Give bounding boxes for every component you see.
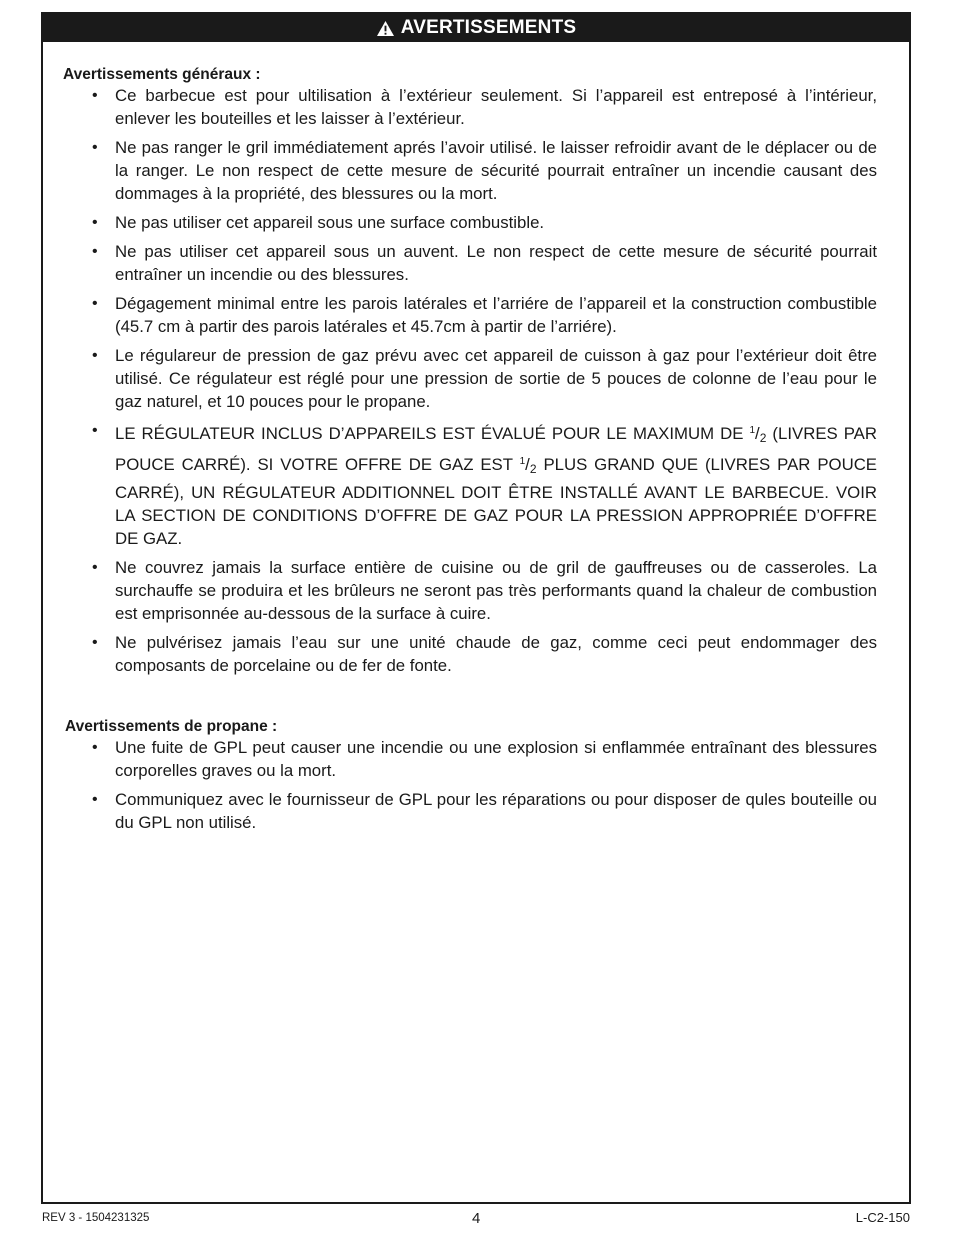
warnings-frame (41, 12, 911, 1204)
document-code: L-C2-150 (855, 1210, 910, 1225)
list-item: • Communiquez avec le fournisseur de GPL pour les réparations ou pour disposer de qules bouteille ou du GPL non utilisé. (92, 790, 877, 832)
list-item: • Ne pas utiliser cet appareil sous un auvent. Le non respect de cette mesure de sécurité pourrait entraîner un incendie ou des blessures. (92, 242, 877, 284)
propane-warnings-list (63, 736, 877, 834)
bullet-icon: • (92, 243, 98, 260)
warnings-banner (43, 14, 909, 42)
list-item: • Une fuite de GPL peut causer une incendie ou une explosion si enflammée entraînant des blessures corporelles graves ou la mort. (92, 738, 877, 780)
list-item: • Ne pulvérisez jamais l’eau sur une unité chaude de gaz, comme ceci peut endommager des composants de porcelaine ou de fer de fonte. (92, 633, 877, 675)
list-item: • Ce barbecue est pour ultilisation à l’extérieur seulement. Si l’appareil est entreposé à l’intérieur, enlever les bouteilles et les laisser à l’extérieur. (92, 86, 877, 128)
list-item: • Ne couvrez jamais la surface entière de cuisine ou de gril de gauffreuses ou de casseroles. La surchauffe se produira et les brûleurs ne seront pas très performants quand la chaleur de combustion est emprisonnée au-dessous de la surface à cuire. (92, 558, 877, 623)
bullet-icon: • (92, 559, 98, 576)
bullet-icon: • (92, 791, 98, 808)
bullet-icon: • (92, 422, 98, 439)
revision-label: REV 3 - 1504231325 (42, 1212, 150, 1224)
bullet-icon: • (92, 87, 98, 104)
fraction-one-half: $^1/_2$ (519, 455, 537, 476)
bullet-icon: • (92, 139, 98, 156)
bullet-icon: • (92, 634, 98, 651)
page-number: 4 (472, 1210, 481, 1227)
bullet-icon: • (92, 739, 98, 756)
list-item: • Ne pas ranger le gril immédiatement aprés l’avoir utilisé. le laisser refroidir avant de le déplacer ou de la ranger. Le non respect de cette mesure de sécurité pourrait entraîner un incendie causant des dommages à la propriété, des blessures ou la mort. (92, 138, 877, 203)
list-item: • Dégagement minimal entre les parois latérales et l’arriére de l’appareil et la construction combustible (45.7 cm à partir des parois latérales et 45.7cm à partir de l’arriére). (92, 294, 877, 336)
warning-triangle-icon (376, 20, 395, 37)
banner-title: AVERTISSEMENTS (400, 17, 577, 38)
bullet-icon: • (92, 295, 98, 312)
page-footer (42, 1208, 910, 1232)
warnings-content (63, 66, 877, 840)
list-item-regulator: • LE RÉGULATEUR INCLUS D’APPAREILS EST ÉVALUÉ POUR LE MAXIMUM DE $^1/_2$ (LIVRES PAR POUCE CARRÉ). SI VOTRE OFFRE DE GAZ EST $^1/_2$ PLUS GRAND QUE (LIVRES PAR POUCE CARRÉ), UN RÉGULATEUR ADDITIONNEL DOIT ÊTRE INSTALLÉ AVANT LE BARBECUE. VOIR LA SECTION DE CONDITIONS D’OFFRE DE GAZ POUR LA PRESSION APPROPRIÉE D’OFFRE DE GAZ. (63, 419, 877, 550)
propane-warnings-heading: Avertissements de propane : (65, 718, 278, 735)
general-warnings-list (63, 84, 877, 677)
bullet-icon: • (92, 347, 98, 364)
general-warnings-heading: Avertissements généraux : (63, 66, 261, 83)
bullet-icon: • (92, 214, 98, 231)
list-item: • Ne pas utiliser cet appareil sous une surface combustible. (92, 213, 545, 232)
list-item: • Le régulareur de pression de gaz prévu avec cet appareil de cuisson à gaz pour l’extérieur doit être utilisé. Ce régulateur est réglé pour une pression de sortie de 5 pouces de colonne de l’eau pour le gaz naturel, et 10 pouces pour le propane. (92, 346, 877, 411)
fraction-one-half: $^1/_2$ (749, 424, 767, 445)
